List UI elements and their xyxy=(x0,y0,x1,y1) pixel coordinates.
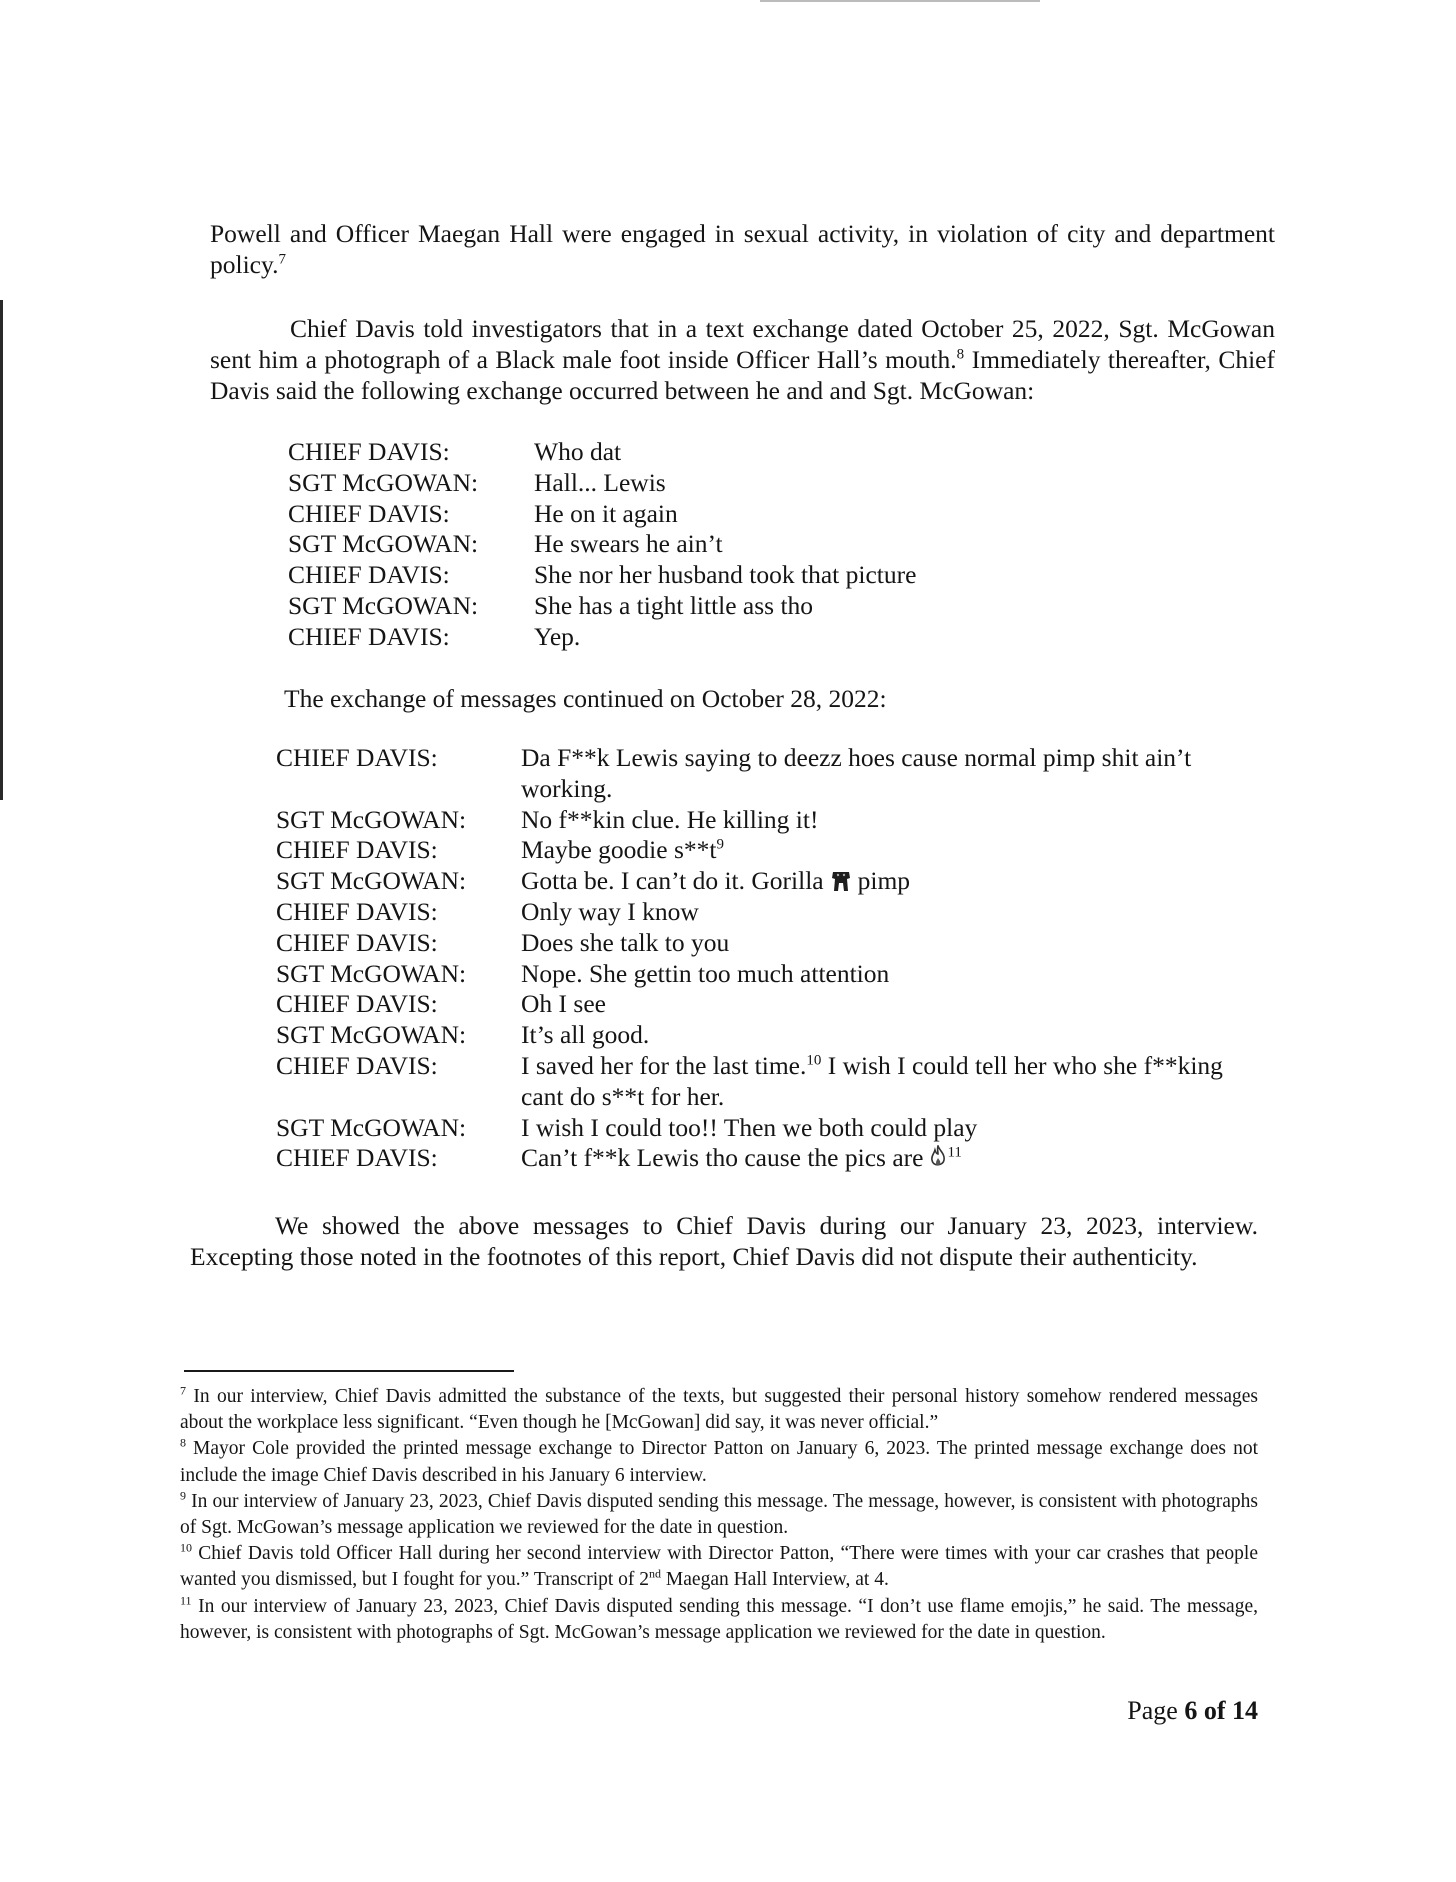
footnote-number: 8 xyxy=(180,1435,186,1450)
footnote-ref-8[interactable]: 8 xyxy=(956,346,965,363)
speaker-label: CHIEF DAVIS: xyxy=(288,498,450,528)
message-row xyxy=(276,866,1266,897)
paragraph-2: Chief Davis told investigators that in a text exchange dated October 25, 2022, Sgt. McGowan sent him a photograph of a Black male foot inside Officer Hall’s mouth.$^8$ Immediately thereafter, Chief Davis said the following exchange occurred between he and and Sgt. McGowan: xyxy=(210,314,1275,405)
footnote-separator xyxy=(184,1370,514,1372)
message-text xyxy=(521,1113,1266,1144)
message-text xyxy=(521,897,1266,928)
speaker-label: SGT McGOWAN: xyxy=(288,590,479,620)
message-row xyxy=(276,1051,1266,1113)
message-row xyxy=(276,959,1266,990)
footnote-text: In our interview of January 23, 2023, Chief Davis disputed sending this message. The message, however, is consistent with photographs of Sgt. McGowan’s message application we reviewed for the date in question. xyxy=(180,1490,1258,1539)
message-row xyxy=(288,591,1279,622)
message-body: I wish I could too!! Then we both could play xyxy=(521,1112,978,1142)
message-text xyxy=(534,560,1279,591)
message-row xyxy=(288,437,1279,468)
footnote-text: In our interview of January 23, 2023, Chief Davis disputed sending this message. “I don’t use flame emojis,” he said. The message, however, is consistent with photographs of Sgt. McGowan’s message application we reviewed for the date in question. xyxy=(180,1595,1258,1643)
message-text xyxy=(521,743,1266,805)
message-row xyxy=(276,897,1266,928)
message-text xyxy=(521,866,1266,897)
gorilla-emoji-icon xyxy=(830,869,852,893)
paragraph-1: Powell and Officer Maegan Hall were engaged in sexual activity, in violation of city and department policy.$^7$ xyxy=(210,219,1275,279)
footnote-9 xyxy=(180,1489,1258,1541)
message-body: Gotta be. I can’t do it. Gorilla xyxy=(521,866,824,896)
speaker-label: SGT McGOWAN: xyxy=(276,1020,467,1050)
message-row xyxy=(288,560,1279,591)
speaker-label: CHIEF DAVIS: xyxy=(276,989,438,1019)
message-exchange-october-25 xyxy=(288,437,1279,653)
exchange-intro: The exchange of messages continued on October 28, 2022: xyxy=(284,684,887,713)
footnote-text-continued: Maegan Hall Interview, at 4. xyxy=(661,1569,889,1591)
message-text xyxy=(521,835,1266,866)
speaker-label: SGT McGOWAN: xyxy=(288,529,479,559)
message-row xyxy=(276,805,1266,836)
speaker-label: SGT McGOWAN: xyxy=(276,804,467,834)
message-body: Da F**k Lewis saying to deezz hoes cause normal pimp shit ain’t working. xyxy=(521,743,1192,803)
speaker-label: CHIEF DAVIS: xyxy=(276,927,438,957)
message-text xyxy=(521,1143,1266,1174)
message-body: He swears he ain’t xyxy=(534,529,723,559)
message-row xyxy=(288,622,1279,653)
message-body: Does she talk to you xyxy=(521,927,730,957)
message-text xyxy=(521,805,1266,836)
message-text xyxy=(534,468,1279,499)
message-text xyxy=(534,591,1279,622)
footnote-ref-10[interactable]: 10 xyxy=(806,1052,822,1069)
footnote-number: 9 xyxy=(180,1488,186,1503)
message-body: She has a tight little ass tho xyxy=(534,590,814,620)
footnote-text: Mayor Cole provided the printed message exchange to Director Patton on January 6, 2023. The printed message exchange does not include the image Chief Davis described in his January 6 interview. xyxy=(180,1438,1258,1486)
message-body: Hall... Lewis xyxy=(534,467,666,497)
message-row xyxy=(288,529,1279,560)
footnote-text: In our interview, Chief Davis admitted the substance of the texts, but suggested their personal history somehow rendered messages about the workplace less significant. “Even though he [McGowan] did say, it was never official.” xyxy=(180,1386,1258,1434)
message-row xyxy=(276,928,1266,959)
message-body: He on it again xyxy=(534,498,678,528)
message-body: Who dat xyxy=(534,437,622,466)
page-number: Page 6 of 14 xyxy=(1127,1696,1258,1725)
footnotes xyxy=(180,1384,1258,1646)
message-text xyxy=(534,499,1279,530)
speaker-label: CHIEF DAVIS: xyxy=(276,743,438,772)
footnote-ref-11[interactable]: 11 xyxy=(947,1144,962,1161)
message-row xyxy=(276,835,1266,866)
message-text xyxy=(534,529,1279,560)
speaker-label: CHIEF DAVIS: xyxy=(288,437,450,466)
speaker-label: CHIEF DAVIS: xyxy=(276,835,438,865)
message-body: Can’t f**k Lewis tho cause the pics are xyxy=(521,1143,924,1173)
footnote-8 xyxy=(180,1436,1258,1488)
footnote-ref-7[interactable]: 7 xyxy=(278,251,286,268)
message-body: Only way I know xyxy=(521,896,699,926)
message-row xyxy=(276,1020,1266,1051)
message-text xyxy=(521,989,1266,1020)
message-text xyxy=(521,959,1266,990)
footnote-ref-9[interactable]: 9 xyxy=(716,836,724,853)
message-row xyxy=(276,1143,1266,1174)
footnote-10 xyxy=(180,1541,1258,1593)
speaker-label: CHIEF DAVIS: xyxy=(288,621,450,651)
message-body: She nor her husband took that picture xyxy=(534,560,917,590)
message-text xyxy=(534,622,1279,653)
speaker-label: CHIEF DAVIS: xyxy=(276,896,438,926)
message-body-continued: pimp xyxy=(857,866,911,896)
message-body: Yep. xyxy=(534,621,581,651)
message-body: I saved her for the last time. xyxy=(521,1050,807,1080)
paragraph-4: We showed the above messages to Chief Davis during our January 23, 2023, interview. Excepting those noted in the footnotes of this report, Chief Davis did not dispute their authenticity. xyxy=(190,1211,1258,1271)
message-text xyxy=(521,1051,1266,1113)
speaker-label: CHIEF DAVIS: xyxy=(276,1143,438,1173)
speaker-label: SGT McGOWAN: xyxy=(276,1112,467,1142)
message-text xyxy=(521,928,1266,959)
footnote-number: 11 xyxy=(180,1593,192,1608)
flame-emoji-icon xyxy=(929,1145,947,1169)
footnote-7 xyxy=(180,1384,1258,1436)
footnote-text: Chief Davis told Officer Hall during her second interview with Director Patton, “There were times with your car crashes that people wanted you dismissed, but I fought for you.” Transcript of 2 xyxy=(180,1543,1258,1591)
message-text xyxy=(521,1020,1266,1051)
message-row xyxy=(276,989,1266,1020)
message-row xyxy=(288,468,1279,499)
speaker-label: CHIEF DAVIS: xyxy=(276,1050,438,1080)
scan-top-mark xyxy=(760,0,1040,2)
message-body-continued: I wish I could tell her who she f**king cant do s**t for her. xyxy=(521,1050,1223,1111)
speaker-label: SGT McGOWAN: xyxy=(288,467,479,497)
message-row xyxy=(288,499,1279,530)
footnote-number: 10 xyxy=(180,1540,192,1555)
message-body: Oh I see xyxy=(521,989,606,1019)
message-body: Maybe goodie s**t xyxy=(521,835,717,865)
speaker-label: CHIEF DAVIS: xyxy=(288,560,450,590)
message-exchange-october-28 xyxy=(276,743,1266,1174)
ordinal-suffix: nd xyxy=(649,1566,662,1581)
scan-edge-shadow xyxy=(0,300,3,800)
message-text xyxy=(534,437,1279,468)
speaker-label: SGT McGOWAN: xyxy=(276,958,467,988)
message-row xyxy=(276,1113,1266,1144)
footnote-number: 7 xyxy=(180,1383,186,1398)
speaker-label: SGT McGOWAN: xyxy=(276,866,467,896)
message-body: No f**kin clue. He killing it! xyxy=(521,804,819,834)
message-body: Nope. She gettin too much attention xyxy=(521,958,890,988)
footnote-11 xyxy=(180,1594,1258,1646)
message-body: It’s all good. xyxy=(521,1020,650,1050)
message-row xyxy=(276,743,1266,805)
